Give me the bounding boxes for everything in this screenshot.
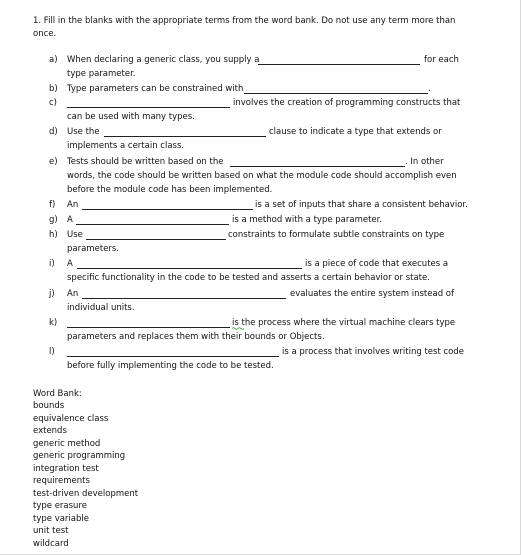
question-e-text-after: . In other xyxy=(405,157,444,167)
question-k-text-after: is the process where the virtual machine clears type xyxy=(232,318,456,328)
question-label-f: f) xyxy=(49,200,56,210)
question-c-line-2: can be used with many types. xyxy=(67,112,195,122)
question-g-text-after: is a method with a type parameter. xyxy=(232,215,383,225)
question-i-line-2: specific functionality in the code to be tested and asserts a certain behavior or state. xyxy=(67,273,430,283)
answer-blank-a[interactable] xyxy=(258,64,420,65)
word-bank-term: integration test xyxy=(33,464,99,474)
question-j-line-2: individual units. xyxy=(67,303,135,313)
answer-blank-i[interactable] xyxy=(77,268,302,269)
answer-blank-c[interactable] xyxy=(67,107,230,108)
question-h-line-2: parameters. xyxy=(67,244,120,254)
question-j-text: An xyxy=(67,289,79,299)
question-f-text-after: is a set of inputs that share a consistent behavior. xyxy=(255,200,468,210)
word-bank-term: test-driven development xyxy=(33,489,139,499)
answer-blank-e[interactable] xyxy=(230,166,405,167)
question-d-line-2: implements a certain class. xyxy=(67,141,185,151)
instruction-line-1: 1. Fill in the blanks with the appropriate terms from the word bank. Do not use any term more than xyxy=(33,16,456,26)
question-h-text-after: constraints to formulate subtle constraints on type xyxy=(228,230,445,240)
question-label-e: e) xyxy=(49,157,58,167)
word-bank-term: bounds xyxy=(33,401,65,411)
question-a-text: When declaring a generic class, you supply a xyxy=(67,55,260,65)
word-bank-term: type erasure xyxy=(33,501,87,511)
question-f-text: An xyxy=(67,200,79,210)
question-label-b: b) xyxy=(49,84,58,94)
instruction-line-2: once. xyxy=(33,29,57,39)
question-e-line-3: before the module code has been implemented. xyxy=(67,185,273,195)
question-label-l: l) xyxy=(49,347,55,357)
question-c-text-after: involves the creation of programming constructs that xyxy=(233,98,461,108)
question-b-text: Type parameters can be constrained with xyxy=(67,84,244,94)
question-e-text: Tests should be written based on the xyxy=(67,157,224,167)
question-label-j: j) xyxy=(49,289,55,299)
word-bank-term: unit test xyxy=(33,526,69,536)
answer-blank-f[interactable] xyxy=(82,209,253,210)
question-i-text: A xyxy=(67,259,73,269)
answer-blank-g[interactable] xyxy=(76,224,229,225)
answer-blank-d[interactable] xyxy=(104,136,266,137)
question-label-k: k) xyxy=(49,318,58,328)
answer-blank-b[interactable] xyxy=(244,93,428,94)
question-label-g: g) xyxy=(49,215,58,225)
question-b-text-after: . xyxy=(428,84,431,94)
word-bank-term: equivalence class xyxy=(33,414,109,424)
word-bank-term: requirements xyxy=(33,476,90,486)
word-bank-term: type variable xyxy=(33,514,89,524)
word-bank-title: Word Bank: xyxy=(33,389,82,399)
question-j-text-after: evaluates the entire system instead of xyxy=(290,289,454,299)
question-l-line-2: before fully implementing the code to be tested. xyxy=(67,361,274,371)
question-label-c: c) xyxy=(49,98,57,108)
word-bank-term: extends xyxy=(33,426,67,436)
word-bank-term: wildcard xyxy=(33,539,69,549)
question-label-a: a) xyxy=(49,55,58,65)
word-bank-term: generic programming xyxy=(33,451,126,461)
spellcheck-underline xyxy=(232,327,244,330)
answer-blank-h[interactable] xyxy=(86,239,226,240)
question-label-h: h) xyxy=(49,230,58,240)
question-e-line-2: words, the code should be written based on what the module code should accomplish even xyxy=(67,171,457,181)
question-d-text-after: clause to indicate a type that extends or xyxy=(269,127,442,137)
question-k-line-2: parameters and replaces them with their bounds or Objects. xyxy=(67,332,325,342)
answer-blank-l[interactable] xyxy=(67,356,279,357)
word-bank-term: generic method xyxy=(33,439,101,449)
question-a-text-after: for each xyxy=(424,55,459,65)
question-l-text-after: is a process that involves writing test code xyxy=(282,347,464,357)
question-label-i: i) xyxy=(49,259,55,269)
question-a-line-2: type parameter. xyxy=(67,69,136,79)
question-i-text-after: is a piece of code that executes a xyxy=(305,259,449,269)
question-d-text: Use the xyxy=(67,127,100,137)
question-label-d: d) xyxy=(49,127,58,137)
answer-blank-k[interactable] xyxy=(67,327,230,328)
answer-blank-j[interactable] xyxy=(82,298,286,299)
question-g-text: A xyxy=(67,215,73,225)
question-h-text: Use xyxy=(67,230,83,240)
